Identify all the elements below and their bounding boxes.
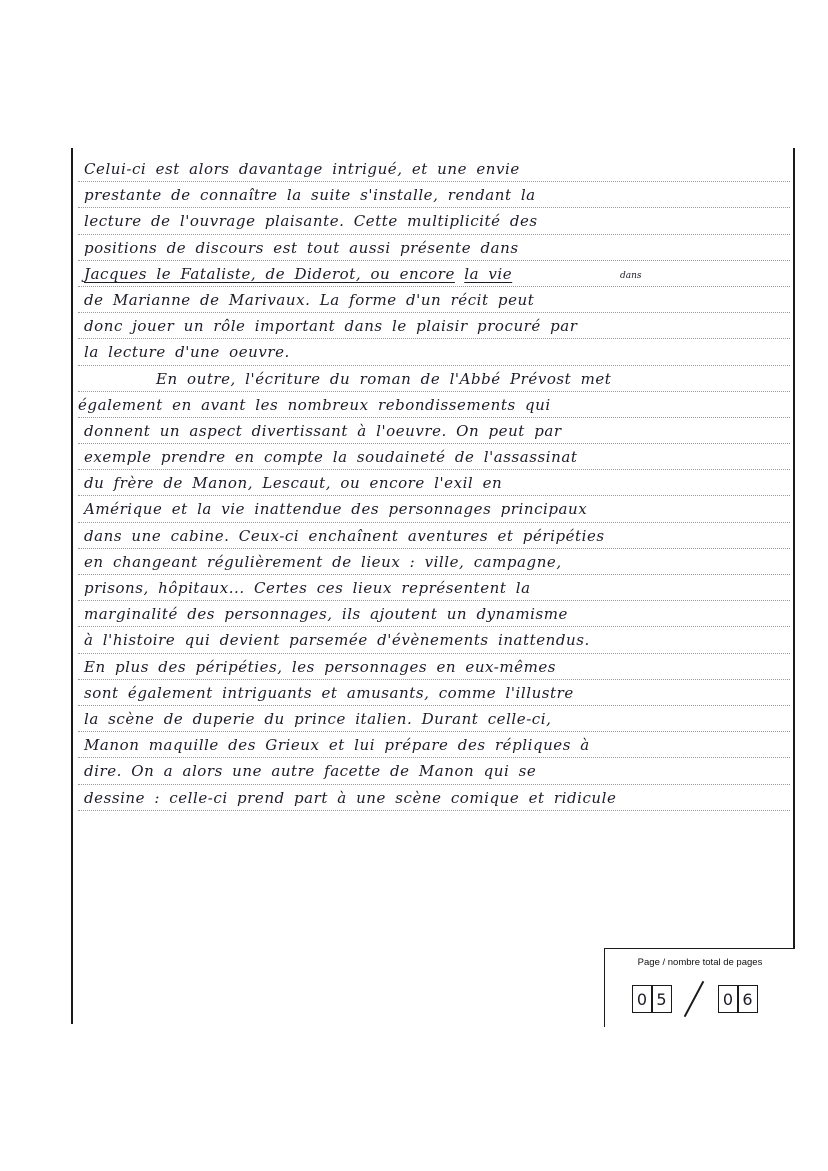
text-line: En plus des péripéties, les personnages en eux-mêmes <box>78 654 790 680</box>
text-line: dessine : celle-ci prend part à une scène comique et ridicule <box>78 785 790 811</box>
total-pages-digits <box>719 985 758 1013</box>
text-line: la lecture d'une oeuvre. <box>78 339 790 365</box>
text-line: positions de discours est tout aussi présente dans <box>78 235 790 261</box>
text-segment: Jacques le Fataliste, de Diderot, ou encore <box>84 264 455 283</box>
page-number-label: Page / nombre total de pages <box>637 957 763 968</box>
page-digit: 0 <box>632 985 653 1013</box>
text-line: lecture de l'ouvrage plaisante. Cette multiplicité des <box>78 208 790 234</box>
paragraph-start-line: En outre, l'écriture du roman de l'Abbé Prévost met <box>78 366 790 392</box>
text-line: de Marianne de Marivaux. La forme d'un récit peut <box>78 287 790 313</box>
text-line: prisons, hôpitaux... Certes ces lieux représentent la <box>78 575 790 601</box>
text-line: Manon maquille des Grieux et lui prépare des répliques à <box>78 732 790 758</box>
page-digit: 5 <box>651 985 672 1013</box>
text-line: exemple prendre en compte la soudaineté de l'assassinat <box>78 444 790 470</box>
current-page-digits <box>633 985 672 1013</box>
text-line: Celui-ci est alors davantage intrigué, et une envie <box>78 156 790 182</box>
total-digit: 6 <box>737 985 758 1013</box>
right-margin-rule <box>793 148 795 1024</box>
text-line: sont également intriguants et amusants, comme l'illustre <box>78 680 790 706</box>
text-line: dans une cabine. Ceux-ci enchaînent aventures et péripéties <box>78 523 790 549</box>
text-line: également en avant les nombreux rebondissements qui <box>78 392 790 418</box>
text-line-with-insert <box>78 261 790 287</box>
text-line: donc jouer un rôle important dans le plaisir procuré par <box>78 313 790 339</box>
text-line: la scène de duperie du prince italien. Durant celle-ci, <box>78 706 790 732</box>
text-line: en changeant régulièrement de lieux : ville, campagne, <box>78 549 790 575</box>
text-line: dire. On a alors une autre facette de Manon qui se <box>78 758 790 784</box>
page-number-box <box>604 948 795 1027</box>
caret-insertion: dans <box>620 271 642 281</box>
text-line: Amérique et la vie inattendue des personnages principaux <box>78 496 790 522</box>
text-line: du frère de Manon, Lescaut, ou encore l'exil en <box>78 470 790 496</box>
text-line: donnent un aspect divertissant à l'oeuvre. On peut par <box>78 418 790 444</box>
text-line: à l'histoire qui devient parsemée d'évènements inattendus. <box>78 627 790 653</box>
slash-divider <box>684 981 705 1017</box>
total-digit: 0 <box>718 985 739 1013</box>
handwritten-text-block <box>78 156 790 811</box>
underlined-title: la vie <box>464 264 513 283</box>
left-margin-rule <box>71 148 73 1024</box>
text-line: marginalité des personnages, ils ajoutent un dynamisme <box>78 601 790 627</box>
text-line: prestante de connaître la suite s'installe, rendant la <box>78 182 790 208</box>
